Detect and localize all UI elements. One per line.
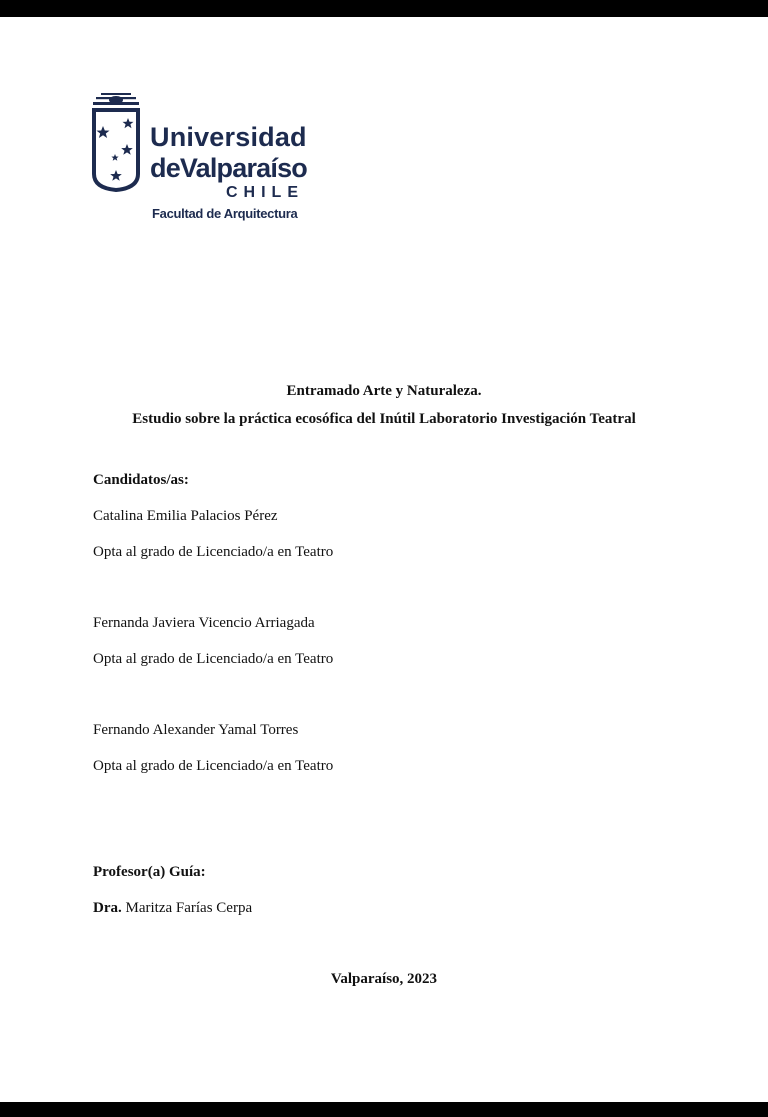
advisor-name: Maritza Farías Cerpa bbox=[125, 900, 253, 916]
logo-country: CHILE bbox=[226, 184, 304, 201]
university-shield-icon bbox=[91, 92, 141, 192]
place-date: Valparaíso, 2023 bbox=[330, 971, 438, 987]
candidate-degree: Opta al grado de Licenciado/a en Teatro bbox=[93, 651, 334, 667]
bottom-border bbox=[0, 1102, 768, 1117]
candidate-name: Catalina Emilia Palacios Pérez bbox=[93, 508, 278, 524]
advisor-heading: Profesor(a) Guía: bbox=[93, 864, 206, 880]
candidate-name: Fernando Alexander Yamal Torres bbox=[93, 722, 299, 738]
candidates-heading: Candidatos/as: bbox=[93, 472, 189, 488]
document-title: Entramado Arte y Naturaleza. bbox=[286, 383, 482, 399]
advisor-title: Dra. bbox=[93, 900, 122, 916]
candidate-degree: Opta al grado de Licenciado/a en Teatro bbox=[93, 544, 334, 560]
logo-faculty: Facultad de Arquitectura bbox=[152, 206, 298, 221]
advisor-line bbox=[93, 900, 252, 917]
document-subtitle: Estudio sobre la práctica ecosófica del Inútil Laboratorio Investigación Teatral bbox=[132, 411, 636, 427]
university-logo bbox=[91, 92, 307, 221]
candidate-name: Fernanda Javiera Vicencio Arriagada bbox=[93, 615, 315, 631]
top-border bbox=[0, 0, 768, 17]
logo-valparaiso-line: deValparaíso bbox=[150, 153, 307, 183]
logo-university-line: Universidad bbox=[150, 122, 307, 152]
candidate-degree: Opta al grado de Licenciado/a en Teatro bbox=[93, 758, 334, 774]
